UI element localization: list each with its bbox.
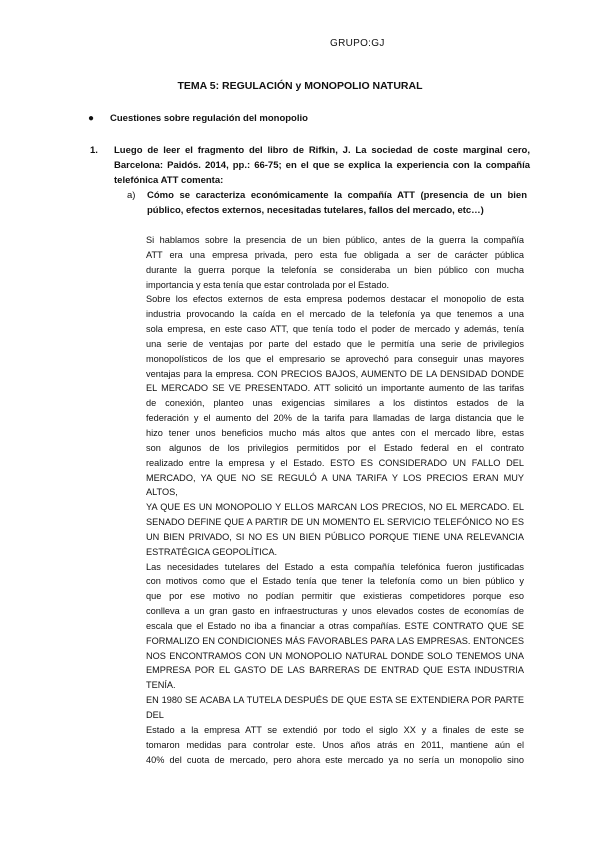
answer-line: EN 1980 SE ACABA LA TUTELA DESPUÉS DE QUE ESTA SE EXTENDIERA POR PARTE DEL bbox=[146, 695, 524, 720]
bullet-icon: ● bbox=[88, 113, 95, 124]
answer-body bbox=[146, 233, 524, 767]
question-1 bbox=[90, 143, 530, 188]
answer-line: son algunos de los privilegios permitidos por el Estado federal en el contrato bbox=[146, 442, 524, 453]
answer-line: conlleva a un gran gasto en infraestructuras y unos elevados costes de economías de bbox=[146, 606, 524, 617]
document-title: TEMA 5: REGULACIÓN y MONOPOLIO NATURAL bbox=[177, 80, 423, 92]
answer-line: EMPRESA POR EL GASTO DE LAS BARRERAS DE ENTRAD QUE ESTA INDUSTRIA TENÍA. bbox=[146, 665, 524, 691]
answer-line: FORMALIZO EN CONDICIONES MÁS FAVORABLES PARA LAS EMPRESAS. ENTONCES bbox=[146, 635, 524, 646]
answer-line: 40% del cuota de mercado, pero ahora este mercado ya no sería un monopolio sino bbox=[146, 754, 524, 765]
subquestion-text: Cómo se caracteriza económicamente la compañía ATT (presencia de un bien público, efectos externos, necesitadas tutelares, fallos del mercado, etc…) bbox=[147, 190, 527, 216]
answer-line: SENADO DEFINE QUE A PARTIR DE UN MOMENTO EL SERVICIO TELEFÓNICO NO ES bbox=[146, 517, 524, 528]
answer-line: realizado entre la empresa y el Estado. ESTO ES CONSIDERADO UN FALLO DEL bbox=[146, 457, 524, 468]
answer-line: YA QUE ES UN MONOPOLIO Y ELLOS MARCAN LOS PRECIOS, NO EL MERCADO. EL bbox=[146, 502, 524, 513]
answer-line: ventajas para la empresa. CON PRECIOS BAJOS, AUMENTO DE LA DENSIDAD DONDE bbox=[146, 368, 524, 379]
subquestion-letter: a) bbox=[127, 190, 136, 201]
answer-line: escala que el Estado no iba a financiar a otras compañías. ESTE CONTRATO QUE SE bbox=[146, 620, 524, 631]
answer-line: una serie de ventajas por parte del estado que le permitía una serie de privilegios bbox=[146, 338, 524, 349]
answer-line: tomaron medidas para controlar este. Unos años atrás en 2011, mantiene aún el bbox=[146, 739, 524, 750]
answer-line: Las necesidades tutelares del Estado a esta compañía telefónica fueron justificadas bbox=[146, 561, 524, 572]
answer-line: Si hablamos sobre la presencia de un bien público, antes de la guerra la compañía bbox=[146, 235, 524, 245]
answer-line: importancia y esta tenía que estar controlada por el Estado. bbox=[146, 279, 390, 290]
answer-line: de conexión, planteo unas exigencias similares a los distintos estados de la bbox=[146, 398, 524, 409]
question-text: Luego de leer el fragmento del libro de Rifkin, J. La sociedad de coste marginal cero, Barcelona: Paidós. 2014, pp.: 66-75; en el que se explica la experiencia con la compañía telefónica ATT comenta: bbox=[114, 145, 530, 186]
answer-line: con motivos como que el Estado tenía que tener la telefonía como un bien público y bbox=[146, 576, 524, 587]
answer-line: MERCADO, YA QUE NO SE REGULÓ A UNA TARIFA Y LOS PRECIOS ERAN MUY ALTOS, bbox=[146, 472, 524, 498]
answer-line: que por ese motivo no podían permitir que existieras competidores porque eso bbox=[146, 591, 524, 602]
answer-line: ATT era una empresa privada, pero esta fue obligada a ser de carácter pública bbox=[146, 249, 524, 260]
answer-line: ESTRATÉGICA GEOPOLÍTICA. bbox=[146, 546, 278, 557]
answer-line: monopolísticos de los que el empresario se aprovechó para conseguir unas mayores bbox=[146, 353, 524, 364]
section-heading: Cuestiones sobre regulación del monopolio bbox=[110, 113, 308, 124]
answer-line: Estado a la empresa ATT se extendió por todo el siglo XX y a finales de este se bbox=[146, 724, 524, 735]
answer-line: UN BIEN PRIVADO, SI NO ES UN BIEN PÚBLICO PORQUE TIENE UNA RELEVANCIA bbox=[146, 531, 524, 542]
answer-line: EL MERCADO SE VE PRESENTADO. ATT solicitó un importante aumento de las tarifas bbox=[146, 383, 524, 394]
answer-line: Sobre los efectos externos de esta empresa podemos destacar el monopolio de esta bbox=[146, 294, 524, 305]
answer-line: hizo tener unos beneficios mucho más altos que antes con el mercado libre, estas bbox=[146, 427, 524, 438]
section-bullet bbox=[88, 113, 308, 124]
subquestion-a bbox=[127, 188, 527, 218]
answer-line: industria provocando la caída en el mercado de la telefonía ya que tenemos a una bbox=[146, 309, 524, 320]
answer-line: sola empresa, en este caso ATT, que tenía todo el poder de mercado y además, tenía bbox=[146, 324, 524, 335]
answer-line: NOS ENCONTRAMOS CON UN MONOPOLIO NATURAL DONDE SOLO TENEMOS UNA bbox=[146, 650, 524, 661]
answer-line: durante la guerra porque la telefonía se consideraba un bien público con mucha bbox=[146, 264, 524, 275]
answer-line: federación y el aumento del 20% de la tarifa para llamadas de larga distancia que le bbox=[146, 413, 524, 424]
group-label: GRUPO:GJ bbox=[330, 38, 385, 49]
question-number: 1. bbox=[90, 145, 98, 156]
